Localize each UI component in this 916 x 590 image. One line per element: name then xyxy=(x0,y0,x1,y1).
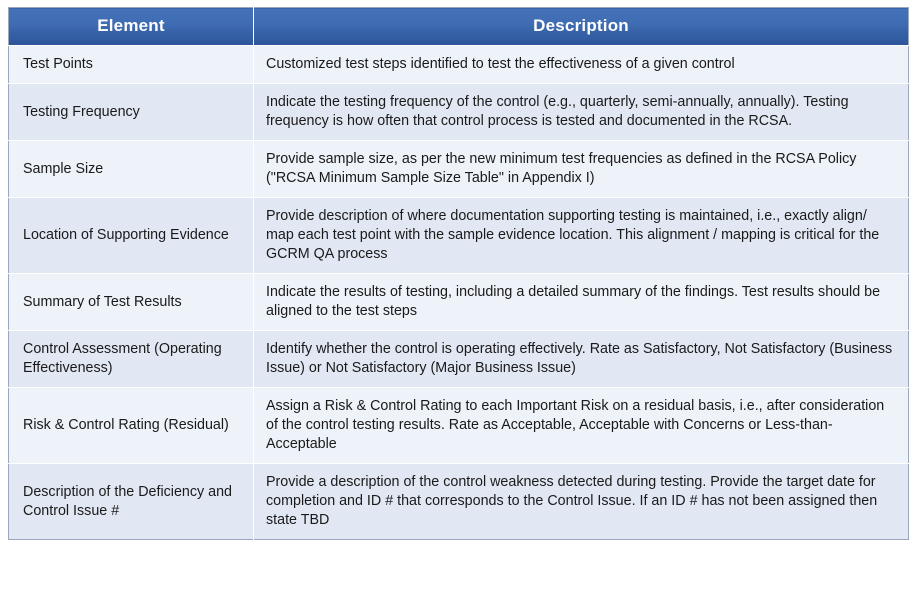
cell-element: Description of the Deficiency and Control Issue # xyxy=(9,464,254,540)
cell-description: Customized test steps identified to test the effectiveness of a given control xyxy=(254,46,909,84)
table-row xyxy=(9,274,909,331)
cell-description: Provide sample size, as per the new minimum test frequencies as defined in the RCSA Policy ("RCSA Minimum Sample Size Table" in Appendix I) xyxy=(254,141,909,198)
cell-description: Indicate the testing frequency of the control (e.g., quarterly, semi-annually, annually). Testing frequency is how often that control process is tested and documented in the RCSA. xyxy=(254,84,909,141)
table-row xyxy=(9,141,909,198)
cell-description: Provide description of where documentation supporting testing is maintained, i.e., exactly align/ map each test point with the sample evidence location. This alignment / mapping is critical for the GCRM QA process xyxy=(254,198,909,274)
cell-element: Risk & Control Rating (Residual) xyxy=(9,388,254,464)
table-header xyxy=(9,8,909,46)
cell-description: Assign a Risk & Control Rating to each Important Risk on a residual basis, i.e., after consideration of the control testing results. Rate as Acceptable, Acceptable with Concerns or Less-than-Acceptable xyxy=(254,388,909,464)
table-body xyxy=(9,46,909,540)
element-description-table xyxy=(8,7,909,540)
table-header-row xyxy=(9,8,909,46)
cell-element: Control Assessment (Operating Effectiveness) xyxy=(9,331,254,388)
cell-element: Summary of Test Results xyxy=(9,274,254,331)
cell-element: Test Points xyxy=(9,46,254,84)
table-row xyxy=(9,464,909,540)
cell-description: Identify whether the control is operating effectively. Rate as Satisfactory, Not Satisfactory (Business Issue) or Not Satisfactory (Major Business Issue) xyxy=(254,331,909,388)
cell-element: Location of Supporting Evidence xyxy=(9,198,254,274)
cell-description: Provide a description of the control weakness detected during testing. Provide the target date for completion and ID # that corresponds to the Control Issue. If an ID # has not been assigned then state TBD xyxy=(254,464,909,540)
cell-description: Indicate the results of testing, including a detailed summary of the findings. Test results should be aligned to the test steps xyxy=(254,274,909,331)
table-row xyxy=(9,46,909,84)
table-row xyxy=(9,84,909,141)
table-row xyxy=(9,331,909,388)
column-header-element: Element xyxy=(9,8,254,46)
table-row xyxy=(9,388,909,464)
cell-element: Sample Size xyxy=(9,141,254,198)
table-row xyxy=(9,198,909,274)
cell-element: Testing Frequency xyxy=(9,84,254,141)
column-header-description: Description xyxy=(254,8,909,46)
